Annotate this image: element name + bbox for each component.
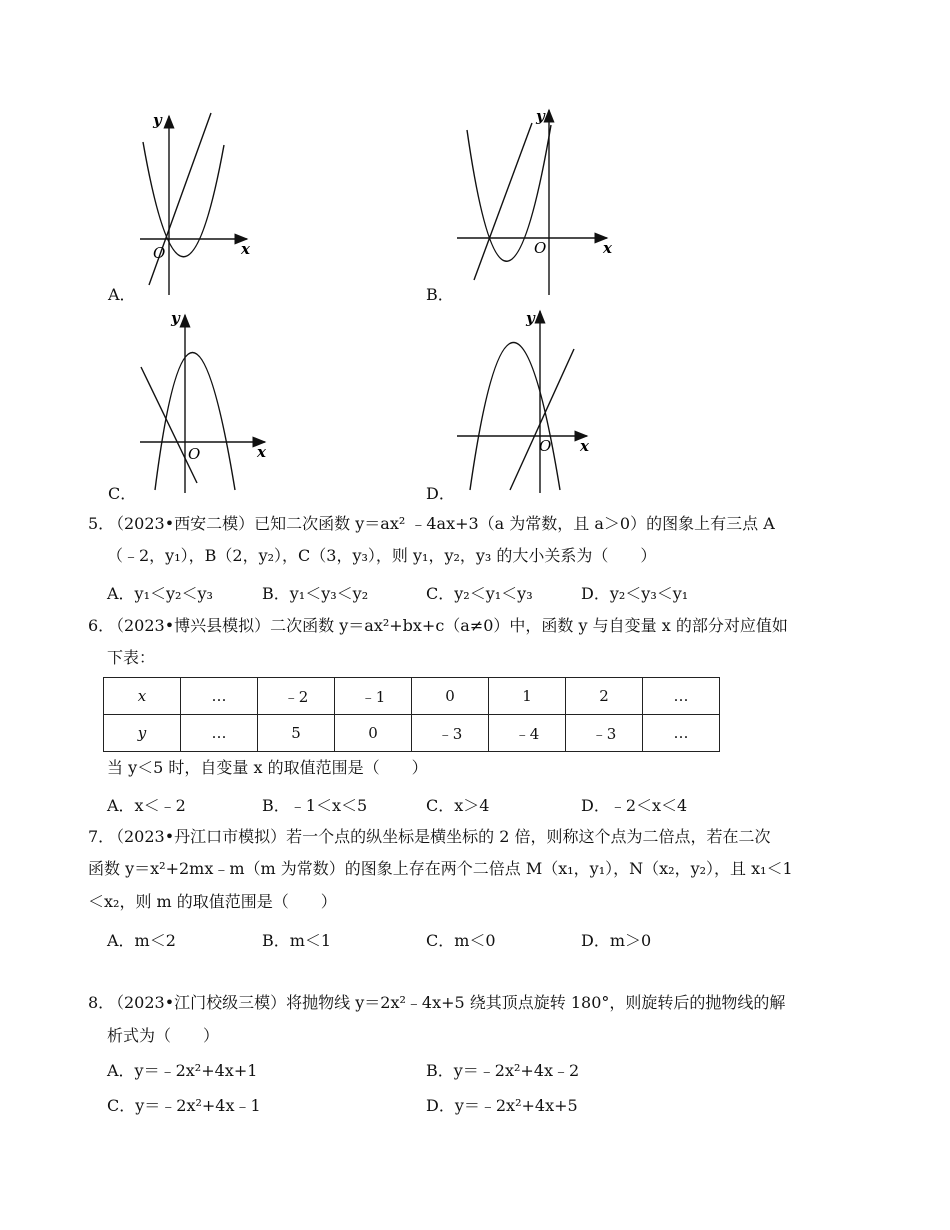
question-text: （2023•博兴县模拟）二次函数 y＝ax²+bx+c（a≠0）中，函数 y 与自变量 x 的部分对应值如: [108, 616, 788, 635]
table-cell: 0: [335, 715, 412, 752]
q7-option-c[interactable]: C．m＜0: [426, 931, 496, 950]
question-number: 6．: [88, 616, 115, 635]
graph-c-figure: [135, 305, 275, 495]
origin-label: O: [153, 244, 166, 262]
q6-option-b[interactable]: B．﹣1＜x＜5: [262, 796, 368, 815]
q7-option-a[interactable]: A．m＜2: [107, 931, 176, 950]
x-axis-label: x: [241, 240, 250, 258]
table-cell: ﹣2: [258, 678, 335, 715]
question-8: [88, 992, 785, 1014]
question-number: 7．: [88, 827, 115, 846]
question-7-line3: ＜x₂，则 m 的取值范围是（ ）: [88, 892, 337, 911]
origin-label: O: [539, 437, 552, 455]
question-8-line2: 析式为（ ）: [107, 1026, 220, 1045]
q8-option-c[interactable]: C．y＝﹣2x²+4x﹣1: [107, 1096, 261, 1115]
q8-option-a[interactable]: A．y＝﹣2x²+4x+1: [107, 1061, 258, 1080]
table-cell: 0: [412, 678, 489, 715]
table-cell: x: [104, 678, 181, 715]
x-axis-label: x: [257, 443, 266, 461]
graph-a-label: A．: [108, 285, 136, 304]
question-number: 5．: [88, 514, 115, 533]
x-axis-label: x: [603, 239, 612, 257]
question-5: [88, 513, 775, 535]
graph-option-c: [135, 305, 275, 495]
q7-option-b[interactable]: B．m＜1: [262, 931, 332, 950]
question-6-line2: 下表：: [107, 648, 156, 667]
table-cell: y: [104, 715, 181, 752]
question-6-line3: 当 y＜5 时，自变量 x 的取值范围是（ ）: [107, 758, 428, 777]
question-5-line2: （﹣2，y₁），B（2，y₂），C（3，y₃），则 y₁，y₂，y₃ 的大小关系为（ ）: [107, 546, 657, 565]
graph-option-d: [452, 305, 602, 495]
q8-option-b[interactable]: B．y＝﹣2x²+4x﹣2: [426, 1061, 580, 1080]
question-text: （2023•丹江口市模拟）若一个点的纵坐标是横坐标的 2 倍，则称这个点为二倍点，若在二次: [108, 827, 771, 846]
table-row: [104, 715, 720, 752]
table-cell: 5: [258, 715, 335, 752]
value-table: [103, 677, 720, 752]
y-axis-label: y: [526, 309, 535, 327]
graph-option-a: [135, 110, 265, 300]
x-axis-label: x: [580, 437, 589, 455]
y-axis-label: y: [536, 107, 545, 125]
y-axis-label: y: [153, 111, 162, 129]
question-6: [88, 615, 788, 637]
question-text: （2023•西安二模）已知二次函数 y＝ax² ﹣4ax+3（a 为常数，且 a＞0）的图象上有三点 A: [108, 514, 775, 533]
graph-a-figure: [135, 110, 265, 300]
q8-option-d[interactable]: D．y＝﹣2x²+4x+5: [426, 1096, 578, 1115]
q5-option-c[interactable]: C．y₂＜y₁＜y₃: [426, 584, 533, 603]
q5-option-d[interactable]: D．y₂＜y₃＜y₁: [581, 584, 689, 603]
graph-option-b: [452, 105, 622, 300]
q6-option-c[interactable]: C．x＞4: [426, 796, 490, 815]
graph-d-figure: [452, 305, 602, 495]
table-row: [104, 678, 720, 715]
table-cell: 1: [489, 678, 566, 715]
table-cell: ﹣3: [412, 715, 489, 752]
question-7: [88, 826, 771, 848]
question-7-line2: 函数 y＝x²+2mx﹣m（m 为常数）的图象上存在两个二倍点 M（x₁，y₁），N（x₂，y₂），且 x₁＜1: [88, 859, 793, 878]
q6-option-d[interactable]: D．﹣2＜x＜4: [581, 796, 688, 815]
table-cell: ﹣1: [335, 678, 412, 715]
graph-b-label: B．: [426, 285, 454, 304]
table-cell: ﹣4: [489, 715, 566, 752]
q5-option-a[interactable]: A．y₁＜y₂＜y₃: [107, 584, 213, 603]
graph-b-figure: [452, 105, 622, 300]
question-text: （2023•江门校级三模）将抛物线 y＝2x²﹣4x+5 绕其顶点旋转 180°，则旋转后的抛物线的解: [108, 993, 786, 1012]
table-cell: ﹣3: [566, 715, 643, 752]
table-cell: 2: [566, 678, 643, 715]
graph-d-label: D．: [426, 484, 455, 503]
table-cell: …: [643, 678, 720, 715]
table-cell: …: [181, 678, 258, 715]
origin-label: O: [188, 445, 201, 463]
origin-label: O: [534, 239, 547, 257]
q6-option-a[interactable]: A．x＜﹣2: [107, 796, 186, 815]
q7-option-d[interactable]: D．m＞0: [581, 931, 652, 950]
table-cell: …: [181, 715, 258, 752]
graph-c-label: C．: [108, 484, 137, 503]
table-cell: …: [643, 715, 720, 752]
question-number: 8．: [88, 993, 115, 1012]
q5-option-b[interactable]: B．y₁＜y₃＜y₂: [262, 584, 369, 603]
y-axis-label: y: [171, 309, 180, 327]
